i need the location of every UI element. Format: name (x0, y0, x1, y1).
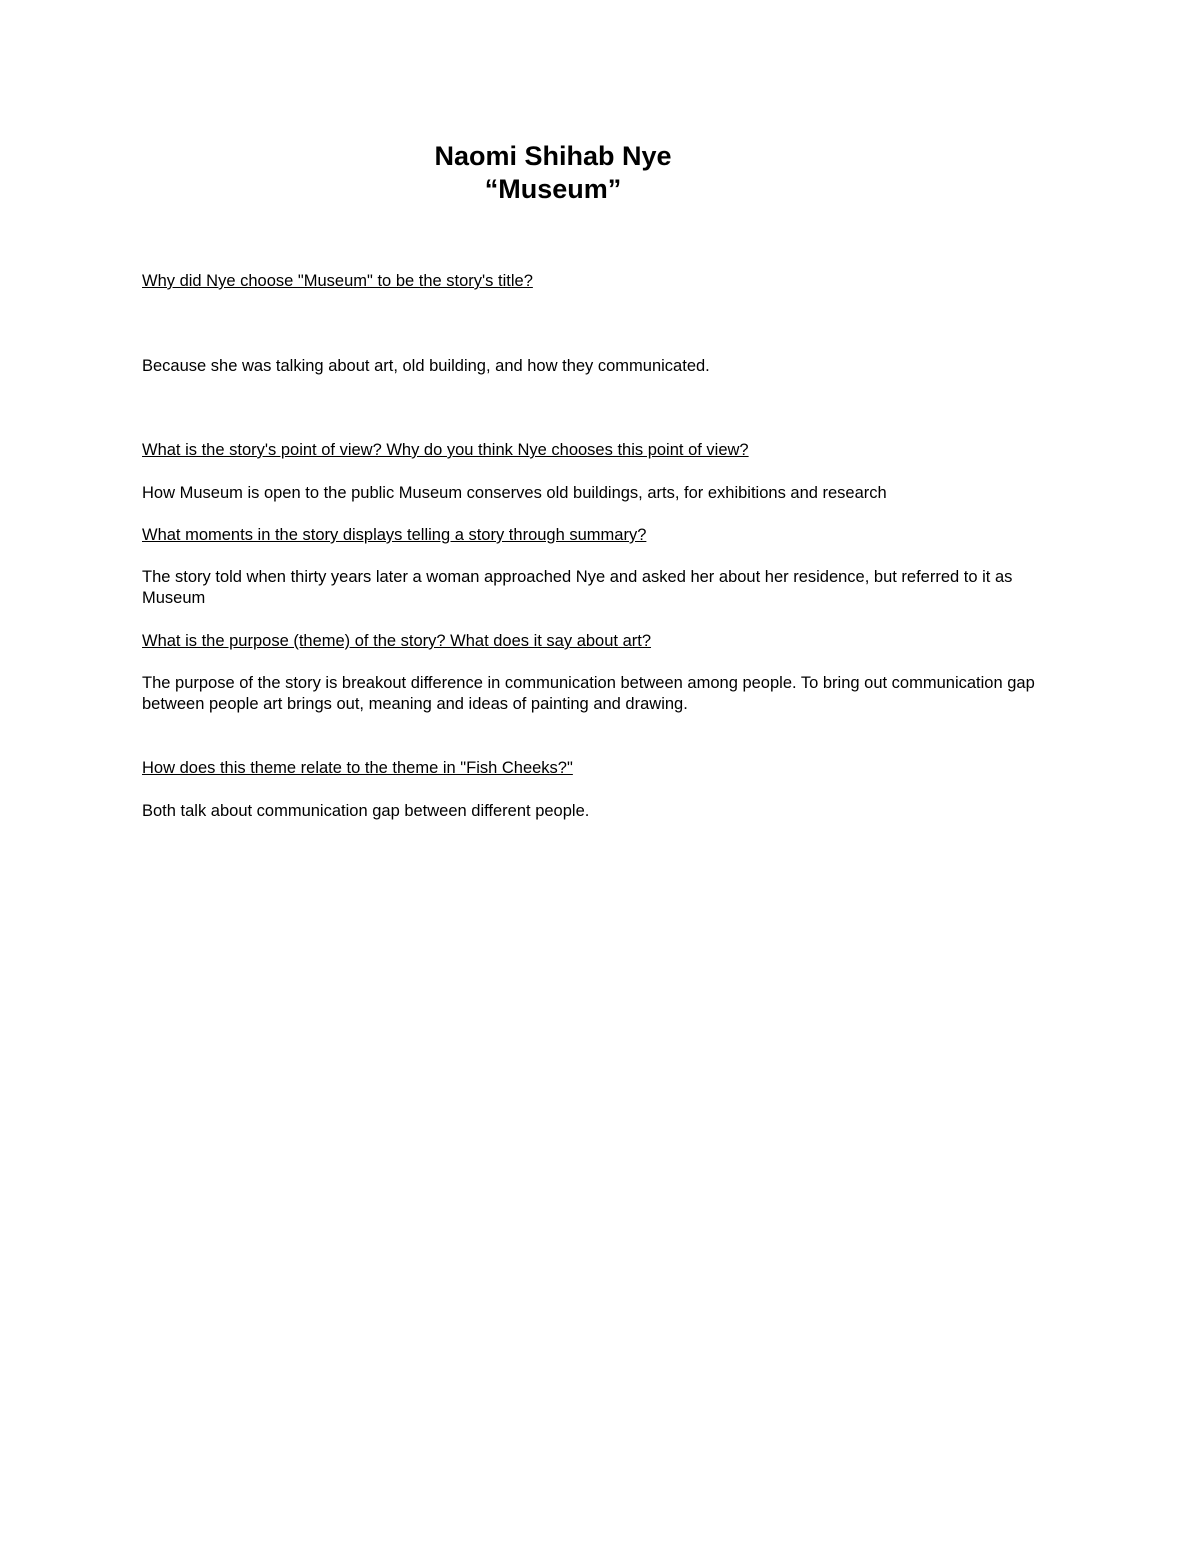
question-2: What is the story's point of view? Why do you think Nye chooses this point of view? (142, 441, 749, 459)
answer-4: The purpose of the story is breakout difference in communication between among people. To bring out communication gap between people art brings out, meaning and ideas of painting and drawing. (142, 674, 1035, 713)
question-4: What is the purpose (theme) of the story? What does it say about art? (142, 632, 652, 650)
question-5: How does this theme relate to the theme in "Fish Cheeks?" (142, 759, 573, 777)
question-1: Why did Nye choose "Museum" to be the story's title? (142, 272, 533, 290)
answer-2: How Museum is open to the public Museum conserves old buildings, arts, for exhibitions and research (142, 484, 887, 502)
story-title: “Museum” (484, 174, 622, 204)
answer-5: Both talk about communication gap between different people. (142, 802, 590, 820)
question-3: What moments in the story displays telling a story through summary? (142, 526, 647, 544)
document-title-block (0, 140, 1106, 206)
answer-1: Because she was talking about art, old building, and how they communicated. (142, 357, 710, 375)
answer-3: The story told when thirty years later a woman approached Nye and asked her about her residence, but referred to it as Museum (142, 568, 1013, 607)
author-title: Naomi Shihab Nye (434, 141, 672, 171)
